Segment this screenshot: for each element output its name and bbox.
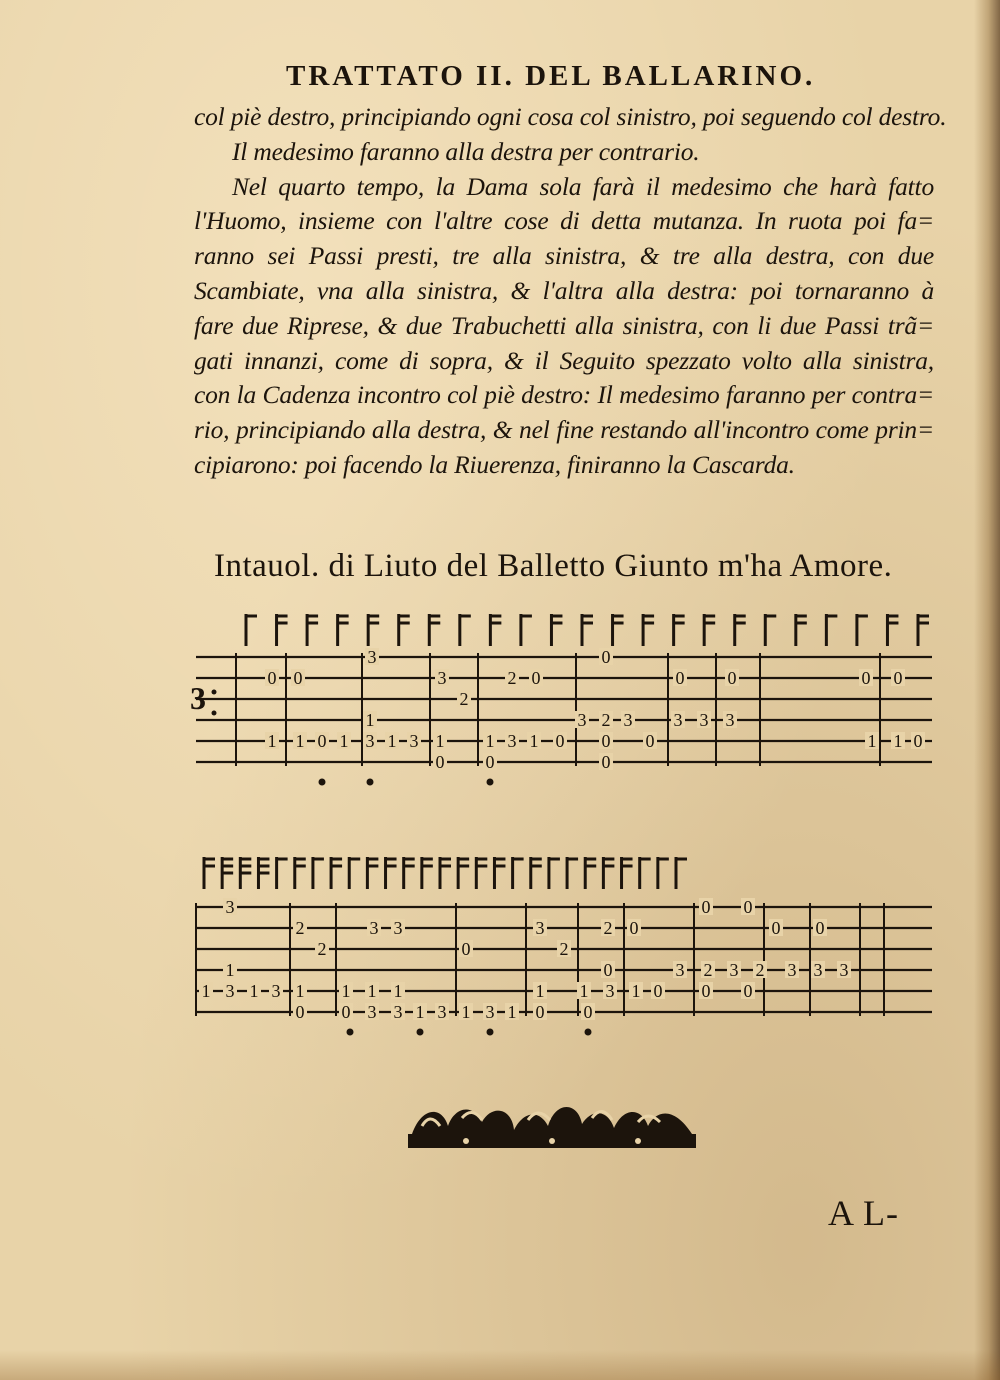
fret-mark: 0	[601, 752, 611, 772]
fret-mark: 0	[629, 918, 639, 938]
fret-mark: 0	[293, 668, 303, 688]
rhythm-flag	[458, 857, 469, 889]
rhythm-flag	[603, 857, 614, 889]
rhythm-flag	[826, 614, 837, 646]
rhythm-flag	[658, 857, 669, 889]
rhythm-flag	[622, 857, 633, 889]
fret-mark: 1	[341, 981, 351, 1001]
rhythm-flag	[585, 857, 596, 889]
rhythm-flag	[277, 614, 288, 646]
fret-mark: 0	[295, 1002, 305, 1022]
rhythm-flag	[521, 614, 532, 646]
fret-mark: 3	[729, 960, 739, 980]
fret-mark: 3	[787, 960, 797, 980]
fret-mark: 0	[555, 731, 565, 751]
body-text	[194, 100, 947, 483]
fret-mark: 3	[673, 710, 683, 730]
rhythm-flag	[490, 614, 501, 646]
rhythm-flag	[295, 857, 306, 889]
rhythm-flag	[349, 857, 360, 889]
fret-mark: 1	[529, 731, 539, 751]
fret-mark: 3	[437, 668, 447, 688]
rhythm-flag	[277, 857, 288, 889]
text-line: gati innanzi, come di sopra, & il Seguito spezzato volto alla sinistra,	[194, 345, 934, 375]
fret-mark: 1	[295, 981, 305, 1001]
strum-dot	[347, 1029, 354, 1036]
fret-mark: 3	[409, 731, 419, 751]
fret-mark: 2	[459, 689, 469, 709]
fret-mark: 3	[813, 960, 823, 980]
repeat-dot	[212, 690, 217, 695]
fret-mark: 2	[603, 918, 613, 938]
fret-mark: 0	[743, 897, 753, 917]
fret-mark: 3	[393, 918, 403, 938]
strum-dot	[585, 1029, 592, 1036]
rhythm-flag	[338, 614, 349, 646]
rhythm-flag	[857, 614, 868, 646]
rhythm-flag	[704, 614, 715, 646]
fret-mark: 0	[645, 731, 655, 751]
rhythm-flag	[222, 857, 233, 889]
fret-mark: 3	[485, 1002, 495, 1022]
fret-mark: 0	[317, 731, 327, 751]
rhythm-flag	[429, 614, 440, 646]
rhythm-flag	[549, 857, 560, 889]
tablature-title: Intauol. di Liuto del Balletto Giunto m'ha Amore.	[214, 548, 893, 584]
strum-dot	[487, 779, 494, 786]
rhythm-flag	[494, 857, 505, 889]
rhythm-flag	[460, 614, 471, 646]
fret-mark: 0	[653, 981, 663, 1001]
fret-mark: 0	[771, 918, 781, 938]
text-line: col piè destro, principiando ogni cosa col sinistro, poi seguendo col destro.	[194, 102, 947, 131]
fret-mark: 3	[577, 710, 587, 730]
fret-mark: 1	[535, 981, 545, 1001]
ornament-icon	[402, 1096, 702, 1158]
fret-mark: 3	[535, 918, 545, 938]
fret-mark: 1	[867, 731, 877, 751]
fret-mark: 0	[701, 897, 711, 917]
fret-mark: 3	[839, 960, 849, 980]
fret-mark: 1	[387, 731, 397, 751]
fret-mark: 0	[461, 939, 471, 959]
fret-mark: 0	[267, 668, 277, 688]
text-line: l'Huomo, insieme con l'altre cose di detta mutanza. In ruota poi fa=	[194, 206, 934, 236]
fret-mark: 1	[393, 981, 403, 1001]
fret-mark: 2	[295, 918, 305, 938]
fret-mark: 0	[601, 731, 611, 751]
rhythm-flag	[640, 857, 651, 889]
fret-mark: 3	[367, 647, 377, 667]
rhythm-flag	[765, 614, 776, 646]
fret-mark: 3	[725, 710, 735, 730]
fret-mark: 3	[271, 981, 281, 1001]
fret-mark: 0	[743, 981, 753, 1001]
fret-mark: 2	[317, 939, 327, 959]
fret-mark: 3	[507, 731, 517, 751]
fret-mark: 0	[485, 752, 495, 772]
fret-mark: 0	[603, 960, 613, 980]
fret-mark: 0	[341, 1002, 351, 1022]
rhythm-flag	[582, 614, 593, 646]
fret-mark: 3	[225, 897, 235, 917]
fret-mark: 0	[815, 918, 825, 938]
rhythm-flag	[735, 614, 746, 646]
fret-mark: 3	[367, 1002, 377, 1022]
rhythm-flag	[674, 614, 685, 646]
fret-mark: 3	[675, 960, 685, 980]
fret-mark: 0	[893, 668, 903, 688]
fret-mark: 0	[861, 668, 871, 688]
rhythm-flag	[331, 857, 342, 889]
tablature-system-2	[0, 855, 1000, 1045]
fret-mark: 1	[461, 1002, 471, 1022]
rhythm-flag	[367, 857, 378, 889]
rhythm-flag	[513, 857, 524, 889]
fret-mark: 0	[535, 1002, 545, 1022]
fret-mark: 1	[631, 981, 641, 1001]
fret-mark: 2	[559, 939, 569, 959]
fret-mark: 1	[435, 731, 445, 751]
fret-mark: 1	[339, 731, 349, 751]
fret-mark: 1	[507, 1002, 517, 1022]
text-line: Scambiate, vna alla sinistra, & l'altra alla destra: poi tornaranno à	[194, 275, 934, 305]
text-line: Nel quarto tempo, la Dama sola farà il medesimo che harà fatto	[232, 171, 934, 201]
rhythm-flag	[567, 857, 578, 889]
strum-dot	[367, 779, 374, 786]
strum-dot	[417, 1029, 424, 1036]
catchword: A L-	[828, 1193, 899, 1233]
fret-mark: 3	[437, 1002, 447, 1022]
fret-mark: 0	[531, 668, 541, 688]
fret-mark: 1	[485, 731, 495, 751]
rhythm-flag	[796, 614, 807, 646]
fret-mark: 0	[727, 668, 737, 688]
rhythm-flag	[386, 857, 397, 889]
fret-mark: 2	[507, 668, 517, 688]
rhythm-flag	[240, 857, 251, 889]
fret-mark: 0	[583, 1002, 593, 1022]
fret-mark: 0	[601, 647, 611, 667]
text-line: rio, principiando alla destra, & nel fine restando all'incontro come prin=	[194, 415, 934, 445]
strum-dot	[487, 1029, 494, 1036]
fret-mark: 3	[623, 710, 633, 730]
rhythm-flag	[531, 857, 542, 889]
repeat-dot	[212, 711, 217, 716]
rhythm-flag	[258, 857, 269, 889]
rhythm-flag	[399, 614, 410, 646]
tablature-system-1	[0, 610, 1000, 800]
text-line: Il medesimo faranno alla destra per contrario.	[232, 136, 700, 166]
rhythm-flag	[551, 614, 562, 646]
fret-mark: 1	[249, 981, 259, 1001]
fret-mark: 1	[295, 731, 305, 751]
rhythm-flag	[313, 857, 324, 889]
fret-mark: 1	[893, 731, 903, 751]
fret-mark: 3	[369, 918, 379, 938]
rhythm-flag	[918, 614, 929, 646]
fret-mark: 0	[435, 752, 445, 772]
page-bottom-shadow	[0, 1350, 1000, 1380]
fret-mark: 1	[365, 710, 375, 730]
fret-mark: 0	[675, 668, 685, 688]
strum-dot	[319, 779, 326, 786]
fret-mark: 1	[225, 960, 235, 980]
fret-mark: 1	[267, 731, 277, 751]
rhythm-flag	[440, 857, 451, 889]
fret-mark: 1	[579, 981, 589, 1001]
rhythm-flag	[887, 614, 898, 646]
fret-mark: 1	[415, 1002, 425, 1022]
fret-mark: 0	[913, 731, 923, 751]
rhythm-flag	[643, 614, 654, 646]
rhythm-flag	[204, 857, 215, 889]
fret-mark: 3	[365, 731, 375, 751]
rhythm-flag	[676, 857, 687, 889]
rhythm-flag	[613, 614, 624, 646]
fret-mark: 2	[755, 960, 765, 980]
rhythm-flag	[404, 857, 415, 889]
fret-mark: 3	[605, 981, 615, 1001]
fret-mark: 2	[601, 710, 611, 730]
rhythm-flag	[422, 857, 433, 889]
fret-mark: 3	[393, 1002, 403, 1022]
rhythm-flag	[368, 614, 379, 646]
text-line: cipiarono: poi facendo la Riuerenza, finiranno la Cascarda.	[194, 449, 795, 479]
rhythm-flag	[307, 614, 318, 646]
rhythm-flag	[246, 614, 257, 646]
running-head: TRATTATO II. DEL BALLARINO.	[286, 60, 816, 92]
fret-mark: 1	[367, 981, 377, 1001]
text-line: ranno sei Passi presti, tre alla sinistra, & tre alla destra, con due	[194, 241, 934, 271]
fret-mark: 1	[201, 981, 211, 1001]
fret-mark: 0	[701, 981, 711, 1001]
time-signature: 3	[190, 680, 206, 716]
fret-mark: 2	[703, 960, 713, 980]
fret-mark: 3	[699, 710, 709, 730]
rhythm-flag	[476, 857, 487, 889]
fret-mark: 3	[225, 981, 235, 1001]
text-line: con la Cadenza incontro col piè destro: Il medesimo faranno per contra=	[194, 380, 934, 410]
text-line: fare due Riprese, & due Trabuchetti alla sinistra, con li due Passi trã=	[194, 310, 934, 340]
